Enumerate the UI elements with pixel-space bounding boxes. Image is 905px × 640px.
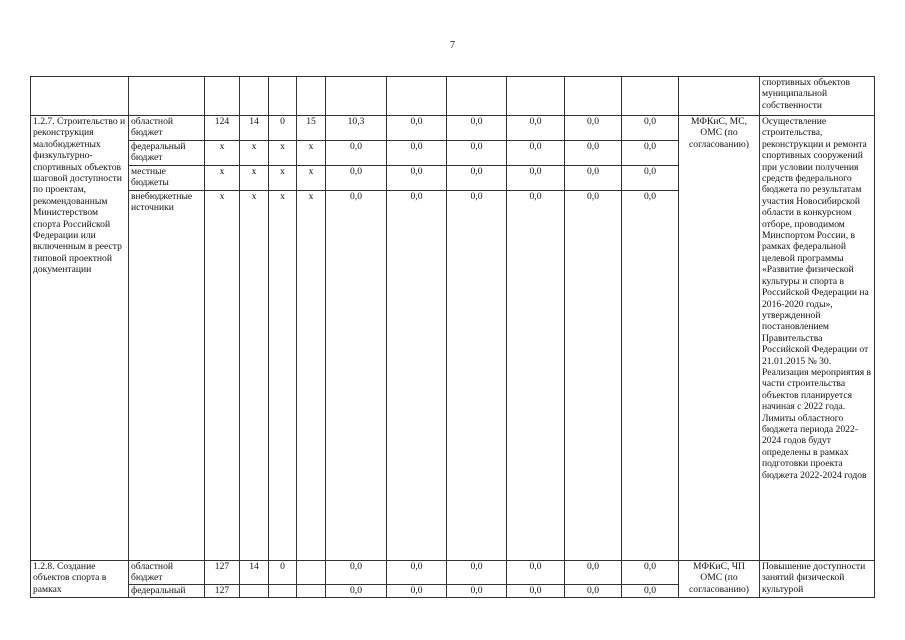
value-cell: 0,0 (507, 141, 565, 166)
program-table (30, 76, 875, 598)
value-cell: 0,0 (326, 141, 387, 166)
funding-source: федеральный бюджет (129, 141, 205, 166)
table-row (31, 116, 875, 141)
code-cell: 14 (240, 561, 269, 585)
code-cell: х (269, 141, 297, 166)
executor: МФКиС, МС, ОМС (по согласованию) (679, 116, 760, 561)
code-cell (269, 585, 297, 598)
page-number: 7 (450, 40, 455, 51)
value-cell: 0,0 (507, 585, 565, 598)
table-row (31, 561, 875, 585)
code-cell: х (240, 191, 269, 561)
value-cell: 0,0 (622, 191, 679, 561)
value-cell: 0,0 (507, 166, 565, 191)
measure-description: Повышение доступности занятий физической культурой (760, 561, 875, 598)
value-cell: 0,0 (565, 116, 622, 141)
value-cell: 0,0 (565, 191, 622, 561)
code-cell (240, 585, 269, 598)
value-cell: 0,0 (622, 166, 679, 191)
value-cell: 0,0 (387, 585, 447, 598)
value-cell: 0,0 (622, 116, 679, 141)
code-cell: 127 (205, 561, 240, 585)
code-cell (297, 585, 326, 598)
value-cell: 0,0 (387, 166, 447, 191)
funding-source: областной бюджет (129, 116, 205, 141)
value-cell: 0,0 (326, 166, 387, 191)
measure-name: 1.2.8. Создание объектов спорта в рамках (31, 561, 129, 598)
value-cell: 0,0 (387, 561, 447, 585)
value-cell: 0,0 (622, 141, 679, 166)
value-cell: 0,0 (507, 116, 565, 141)
code-cell: х (297, 166, 326, 191)
funding-source: областной бюджет (129, 561, 205, 585)
continuation-row (31, 77, 875, 116)
funding-source: местные бюджеты (129, 166, 205, 191)
value-cell: 0,0 (447, 561, 507, 585)
code-cell: х (240, 141, 269, 166)
measure-description: Осуществление строительства, реконструкции и ремонта спортивных сооружений при условии получения средств федерального бюджета по результатам участия Новосибирской области в конкурсном отборе, проводимом Минспортом России, в рамках федеральной целевой программы «Развитие физической культуры и спорта в Российской Федерации на 2016-2020 годы», утвержденной постановлением Правительства Российской Федерации от 21.01.2015 № 30. Реализация мероприятия в части строительства объектов планируется начиная с 2022 года. Лимиты областного бюджета периода 2022-2024 годов будут определены в рамках подготовки проекта бюджета 2022-2024 годов (760, 116, 875, 561)
code-cell: х (297, 191, 326, 561)
code-cell: 14 (240, 116, 269, 141)
executor: МФКиС, ЧП ОМС (по согласованию) (679, 561, 760, 598)
value-cell: 0,0 (565, 585, 622, 598)
value-cell: 0,0 (507, 191, 565, 561)
funding-source: федеральный (129, 585, 205, 598)
value-cell: 0,0 (387, 116, 447, 141)
value-cell: 0,0 (565, 166, 622, 191)
code-cell: х (205, 141, 240, 166)
measure-name: 1.2.7. Строительство и реконструкция малобюджетных физкультурно-спортивных объектов шаговой доступности по проектам, рекомендованным Министерством спорта Российской Федерации или включенным в реестр типовой проектной документации (31, 116, 129, 561)
value-cell: 0,0 (447, 166, 507, 191)
value-cell: 0,0 (447, 116, 507, 141)
value-cell: 0,0 (447, 585, 507, 598)
value-cell: 0,0 (565, 561, 622, 585)
code-cell: х (205, 191, 240, 561)
code-cell: 0 (269, 116, 297, 141)
continuation-description: спортивных объектов муниципальной собственности (760, 77, 875, 116)
code-cell: 15 (297, 116, 326, 141)
funding-source: внебюджетные источники (129, 191, 205, 561)
code-cell: 0 (269, 561, 297, 585)
value-cell: 0,0 (447, 141, 507, 166)
code-cell: х (269, 191, 297, 561)
code-cell: х (269, 166, 297, 191)
code-cell: 127 (205, 585, 240, 598)
value-cell: 0,0 (565, 141, 622, 166)
code-cell: х (205, 166, 240, 191)
value-cell: 0,0 (326, 191, 387, 561)
code-cell (297, 561, 326, 585)
value-cell: 0,0 (622, 561, 679, 585)
value-cell: 0,0 (447, 191, 507, 561)
code-cell: х (297, 141, 326, 166)
value-cell: 0,0 (387, 191, 447, 561)
code-cell: х (240, 166, 269, 191)
value-cell: 0,0 (622, 585, 679, 598)
value-cell: 10,3 (326, 116, 387, 141)
value-cell: 0,0 (507, 561, 565, 585)
code-cell: 124 (205, 116, 240, 141)
value-cell: 0,0 (387, 141, 447, 166)
value-cell: 0,0 (326, 561, 387, 585)
value-cell: 0,0 (326, 585, 387, 598)
